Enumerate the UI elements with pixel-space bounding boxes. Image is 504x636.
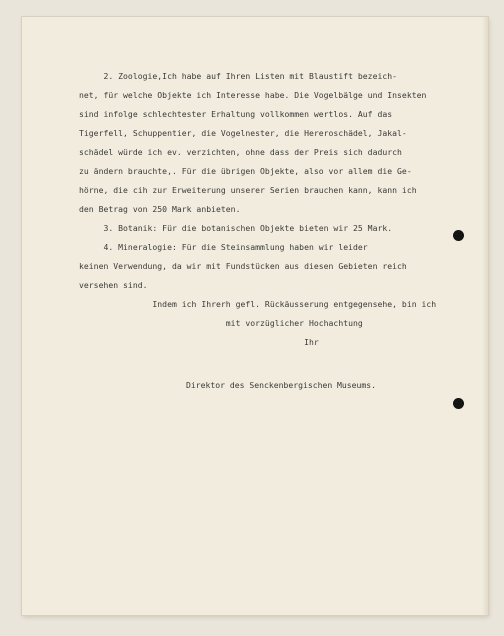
letter-line: versehen sind. [79, 280, 148, 290]
letter-line: 3. Botanik: Für die botanischen Objekte bieten wir 25 Mark. [79, 223, 393, 233]
letter-line: 2. Zoologie,Ich habe auf Ihren Listen mit Blaustift bezeich- [79, 71, 398, 81]
letter-line: Indem ich Ihrerh gefl. Rückäusserung entgegensehe, bin ich [79, 299, 437, 309]
letter-body [79, 70, 479, 347]
letter-line: Ihr [79, 337, 319, 347]
page-edge-shadow [482, 17, 488, 615]
letter-line: schädel würde ich ev. verzichten, ohne dass der Preis sich dadurch [79, 147, 402, 157]
letter-line: hörne, die cih zur Erweiterung unserer Serien brauchen kann, kann ich [79, 185, 417, 195]
letter-line: den Betrag von 250 Mark anbieten. [79, 204, 241, 214]
punch-hole-top [453, 230, 464, 241]
letter-line: mit vorzüglicher Hochachtung [79, 318, 363, 328]
letter-line: zu ändern brauchte,. Für die übrigen Objekte, also vor allem die Ge- [79, 166, 412, 176]
letter-line: sind infolge schlechtester Erhaltung vollkommen wertlos. Auf das [79, 109, 393, 119]
letter-line: 4. Mineralogie: Für die Steinsammlung haben wir leider [79, 242, 368, 252]
punch-hole-bottom [453, 398, 464, 409]
letter-line: net, für welche Objekte ich Interesse habe. Die Vogelbälge und Insekten [79, 90, 427, 100]
letter-line: Tigerfell, Schuppentier, die Vogelnester, die Hereroschädel, Jakal- [79, 128, 407, 138]
letter-line: keinen Verwendung, da wir mit Fundstücken aus diesen Gebieten reich [79, 261, 407, 271]
signature-line: Direktor des Senckenbergischen Museums. [186, 380, 377, 390]
